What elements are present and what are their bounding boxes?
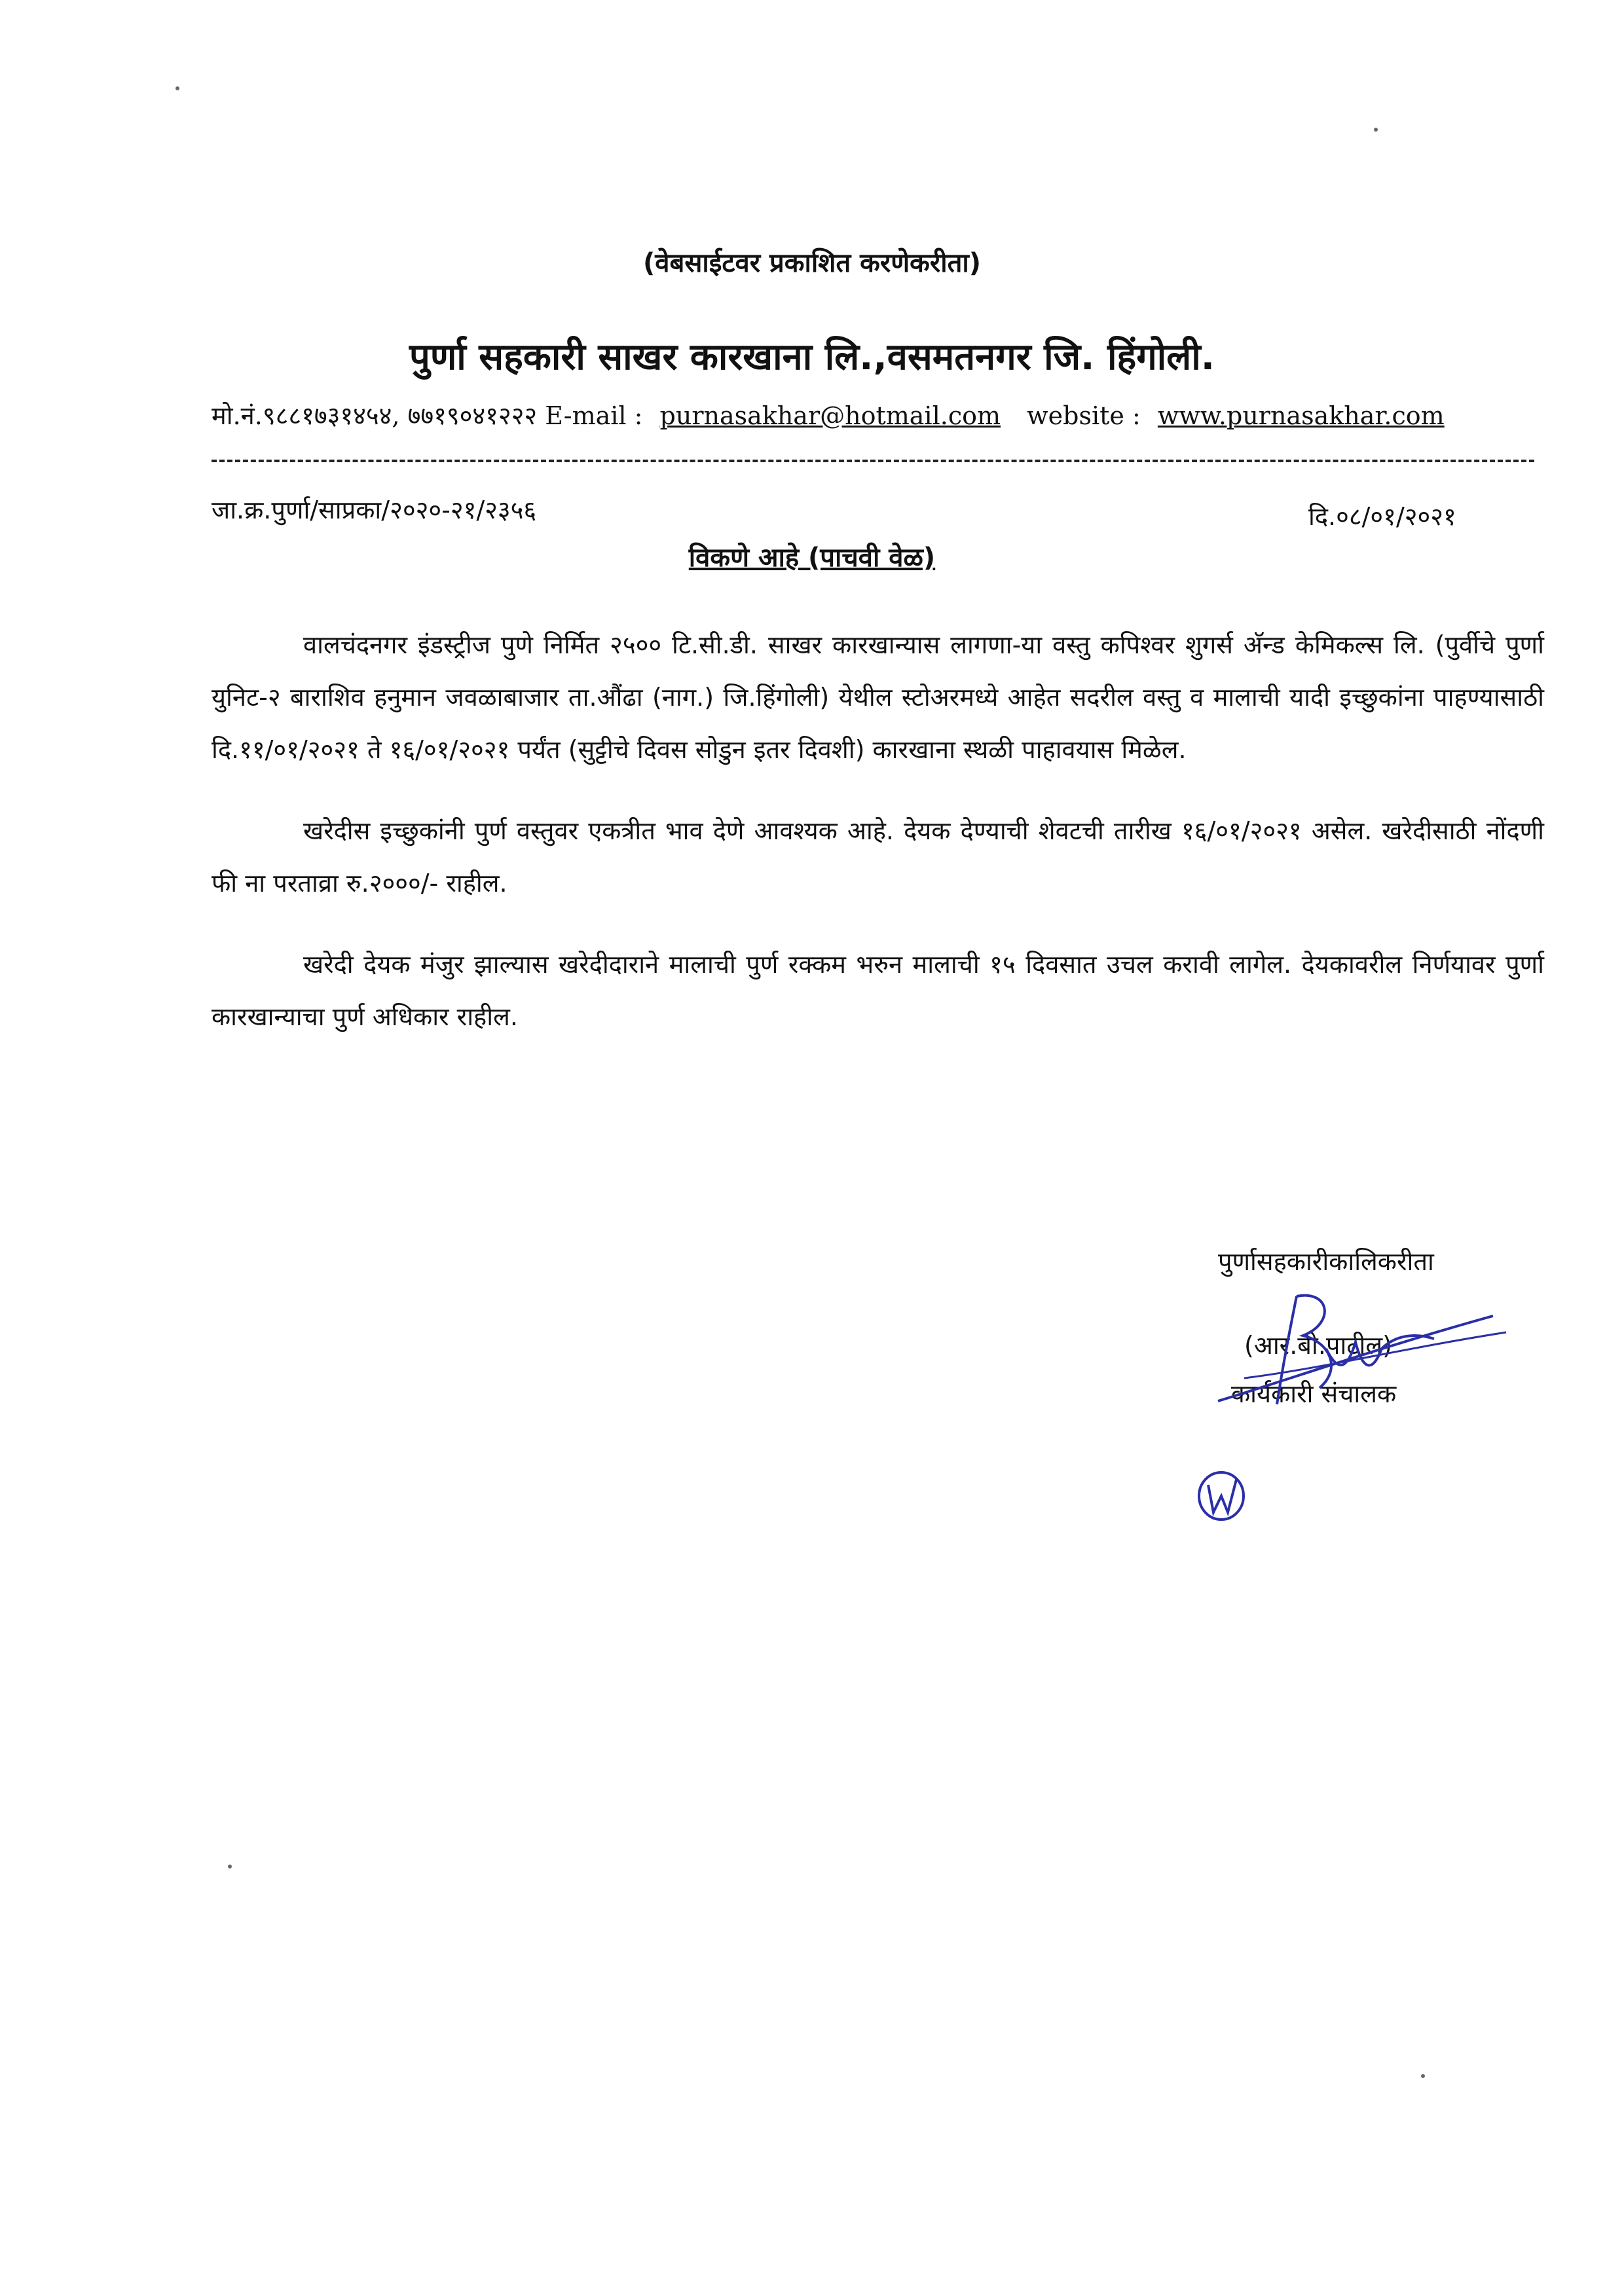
- signatory-for-line: पुर्णासहकारीकालिकरीता: [1218, 1247, 1434, 1276]
- subject-text: विकणे आहे (पाचवी वेळ): [688, 543, 936, 573]
- handwritten-signature: [1205, 1270, 1519, 1414]
- email-label: E-mail :: [545, 401, 643, 430]
- contact-line: [212, 398, 1454, 432]
- signatory-designation: कार्यकारी संचालक: [1231, 1379, 1397, 1408]
- scan-speck: [175, 86, 179, 90]
- website-link[interactable]: www.purnasakhar.com: [1157, 401, 1445, 430]
- organization-title: पुर्णा सहकारी साखर कारखाना लि.,वसमतनगर जि. हिंगोली.: [409, 336, 1215, 378]
- reference-number: जा.क्र.पुर्णा/साप्रका/२०२०-२१/२३५६: [212, 496, 537, 524]
- signatory-name: (आर.बी.पाटील): [1244, 1331, 1392, 1360]
- dashed-divider: [212, 460, 1534, 462]
- initials-mark: [1192, 1460, 1251, 1525]
- scan-speck: [1374, 128, 1378, 132]
- website-label: website :: [1027, 401, 1141, 430]
- body-paragraph-3: खरेदी देयक मंजुर झाल्यास खरेदीदाराने मालाची पुर्ण रक्कम भरुन मालाची १५ दिवसात उचल करावी लागेल. देयकावरील निर्णयावर पुर्णा कारखान्याचा पुर्ण अधिकार राहील.: [212, 950, 1544, 1031]
- reference-date: दि.०८/०१/२०२१: [1308, 502, 1456, 531]
- scan-speck: [228, 1865, 232, 1868]
- publication-note: (वेबसाईटवर प्रकाशित करणेकरीता): [642, 248, 982, 278]
- notice-body: [212, 619, 1544, 1072]
- body-paragraph-1: वालचंदनगर इंडस्ट्रीज पुणे निर्मित २५०० टि.सी.डी. साखर कारखान्यास लागणा-या वस्तु कपिश्वर शुगर्स अ‍ॅन्ड केमिकल्स लि. (पुर्वीचे पुर्णा युनिट-२ बाराशिव हनुमान जवळाबाजार ता.औंढा (नाग.) जि.हिंगोली) येथील स्टोअरमध्ये आहेत सदरील वस्तु व मालाची यादी इच्छुकांना पाहण्यासाठी दि.११/०१/२०२१ ते १६/०१/२०२१ पर्यंत (सुट्टीचे दिवस सोडुन इतर दिवशी) कारखाना स्थळी पाहावयास मिळेल.: [212, 630, 1544, 764]
- phone-numbers: मो.नं.९८८१७३१४५४, ७७१९०४१२२२: [212, 401, 538, 430]
- scan-speck: [1421, 2074, 1425, 2078]
- subject-heading: [0, 538, 1624, 574]
- email-link[interactable]: purnasakhar@hotmail.com: [659, 401, 1001, 430]
- body-paragraph-2: खरेदीस इच्छुकांनी पुर्ण वस्तुवर एकत्रीत भाव देणे आवश्यक आहे. देयक देण्याची शेवटची तारीख १६/०१/२०२१ असेल. खरेदीसाठी नोंदणी फी ना परताव्रा रु.२०००/- राहील.: [212, 816, 1544, 898]
